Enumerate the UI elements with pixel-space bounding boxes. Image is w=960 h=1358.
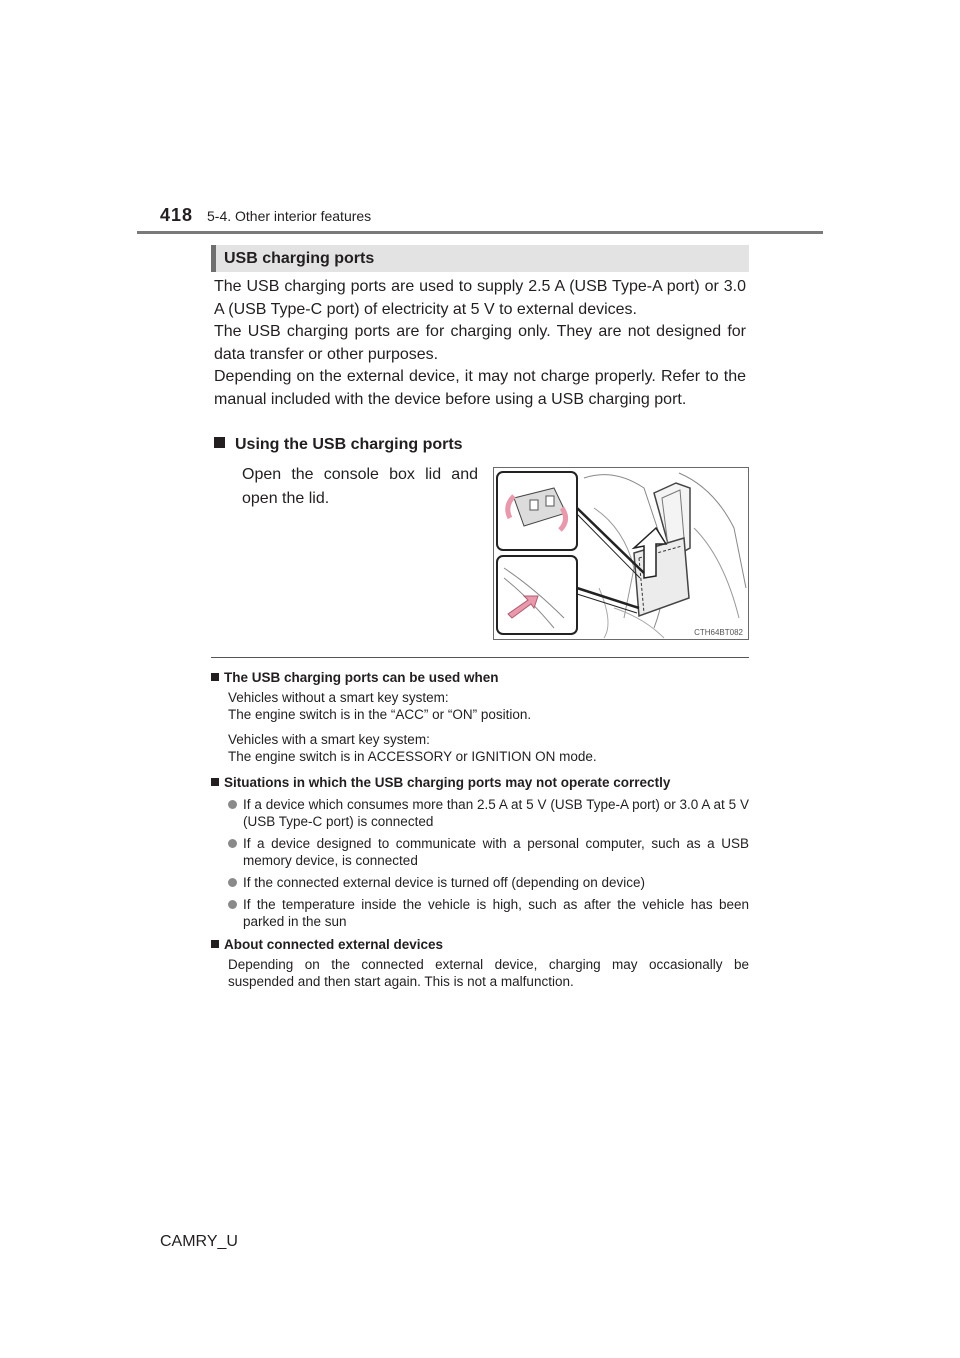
bullet-dot-icon [228, 839, 237, 848]
square-bullet-icon [211, 778, 219, 786]
notes-rule [211, 657, 749, 658]
illustration-code: CTH64BT082 [694, 628, 743, 637]
section-title: 5-4. Other interior features [207, 208, 372, 224]
console-illustration [493, 467, 749, 640]
using-heading [214, 436, 463, 454]
list-item [211, 874, 749, 891]
note-heading-situations [211, 774, 749, 791]
step-text: Open the console box lid and open the lid. [242, 466, 478, 507]
intro-paragraph-2: The USB charging ports are for charging only. They are not designed for data transfer or other purposes. [214, 323, 746, 363]
header-rule [137, 231, 823, 234]
list-item-text: If a device designed to communicate with a personal computer, such as a USB memory device, is connected [243, 836, 749, 868]
bullet-dot-icon [228, 878, 237, 887]
using-heading-text: Using the USB charging ports [235, 436, 463, 453]
note-heading-situations-text: Situations in which the USB charging ports may not operate correctly [224, 775, 671, 790]
list-item-text: If the temperature inside the vehicle is high, such as after the vehicle has been parked in the sun [243, 897, 749, 929]
note-line: The engine switch is in ACCESSORY or IGNITION ON mode. [228, 749, 597, 764]
list-item [211, 835, 749, 869]
intro-paragraph-1: The USB charging ports are used to supply 2.5 A (USB Type-A port) or 3.0 A (USB Type-C port) of electricity at 5 V to external devices. [214, 278, 746, 318]
console-box-drawing-icon [494, 468, 748, 639]
page-number: 418 [160, 205, 194, 225]
banner-accent-bar [211, 245, 216, 272]
notes-section [211, 665, 749, 990]
note-text [211, 689, 749, 765]
list-item [211, 796, 749, 830]
note-heading-about-text: About connected external devices [224, 937, 444, 952]
square-bullet-icon [214, 437, 225, 448]
list-item-text: If a device which consumes more than 2.5 A at 5 V (USB Type-A port) or 3.0 A at 5 V (USB Type-C port) is connected [243, 797, 749, 829]
square-bullet-icon [211, 673, 219, 681]
note-heading-about [211, 936, 749, 953]
intro-paragraphs [214, 276, 746, 411]
note-text: Depending on the connected external device, charging may occasionally be suspended and then start again. This is not a malfunction. [228, 957, 749, 989]
banner-title: USB charging ports [224, 250, 375, 267]
note-heading-when [211, 669, 749, 686]
bullet-dot-icon [228, 900, 237, 909]
list-item-text: If the connected external device is turned off (depending on device) [243, 875, 646, 890]
list-item [211, 896, 749, 930]
square-bullet-icon [211, 940, 219, 948]
note-heading-when-text: The USB charging ports can be used when [224, 670, 499, 685]
bullet-dot-icon [228, 800, 237, 809]
note-line: Vehicles with a smart key system: [228, 732, 430, 747]
note-line: Vehicles without a smart key system: [228, 690, 449, 705]
intro-paragraph-3: Depending on the external device, it may not charge properly. Refer to the manual included with the device before using a USB charging port. [214, 368, 746, 408]
footer-model: CAMRY_U [160, 1233, 238, 1250]
note-line: The engine switch is in the “ACC” or “ON” position. [228, 707, 532, 722]
